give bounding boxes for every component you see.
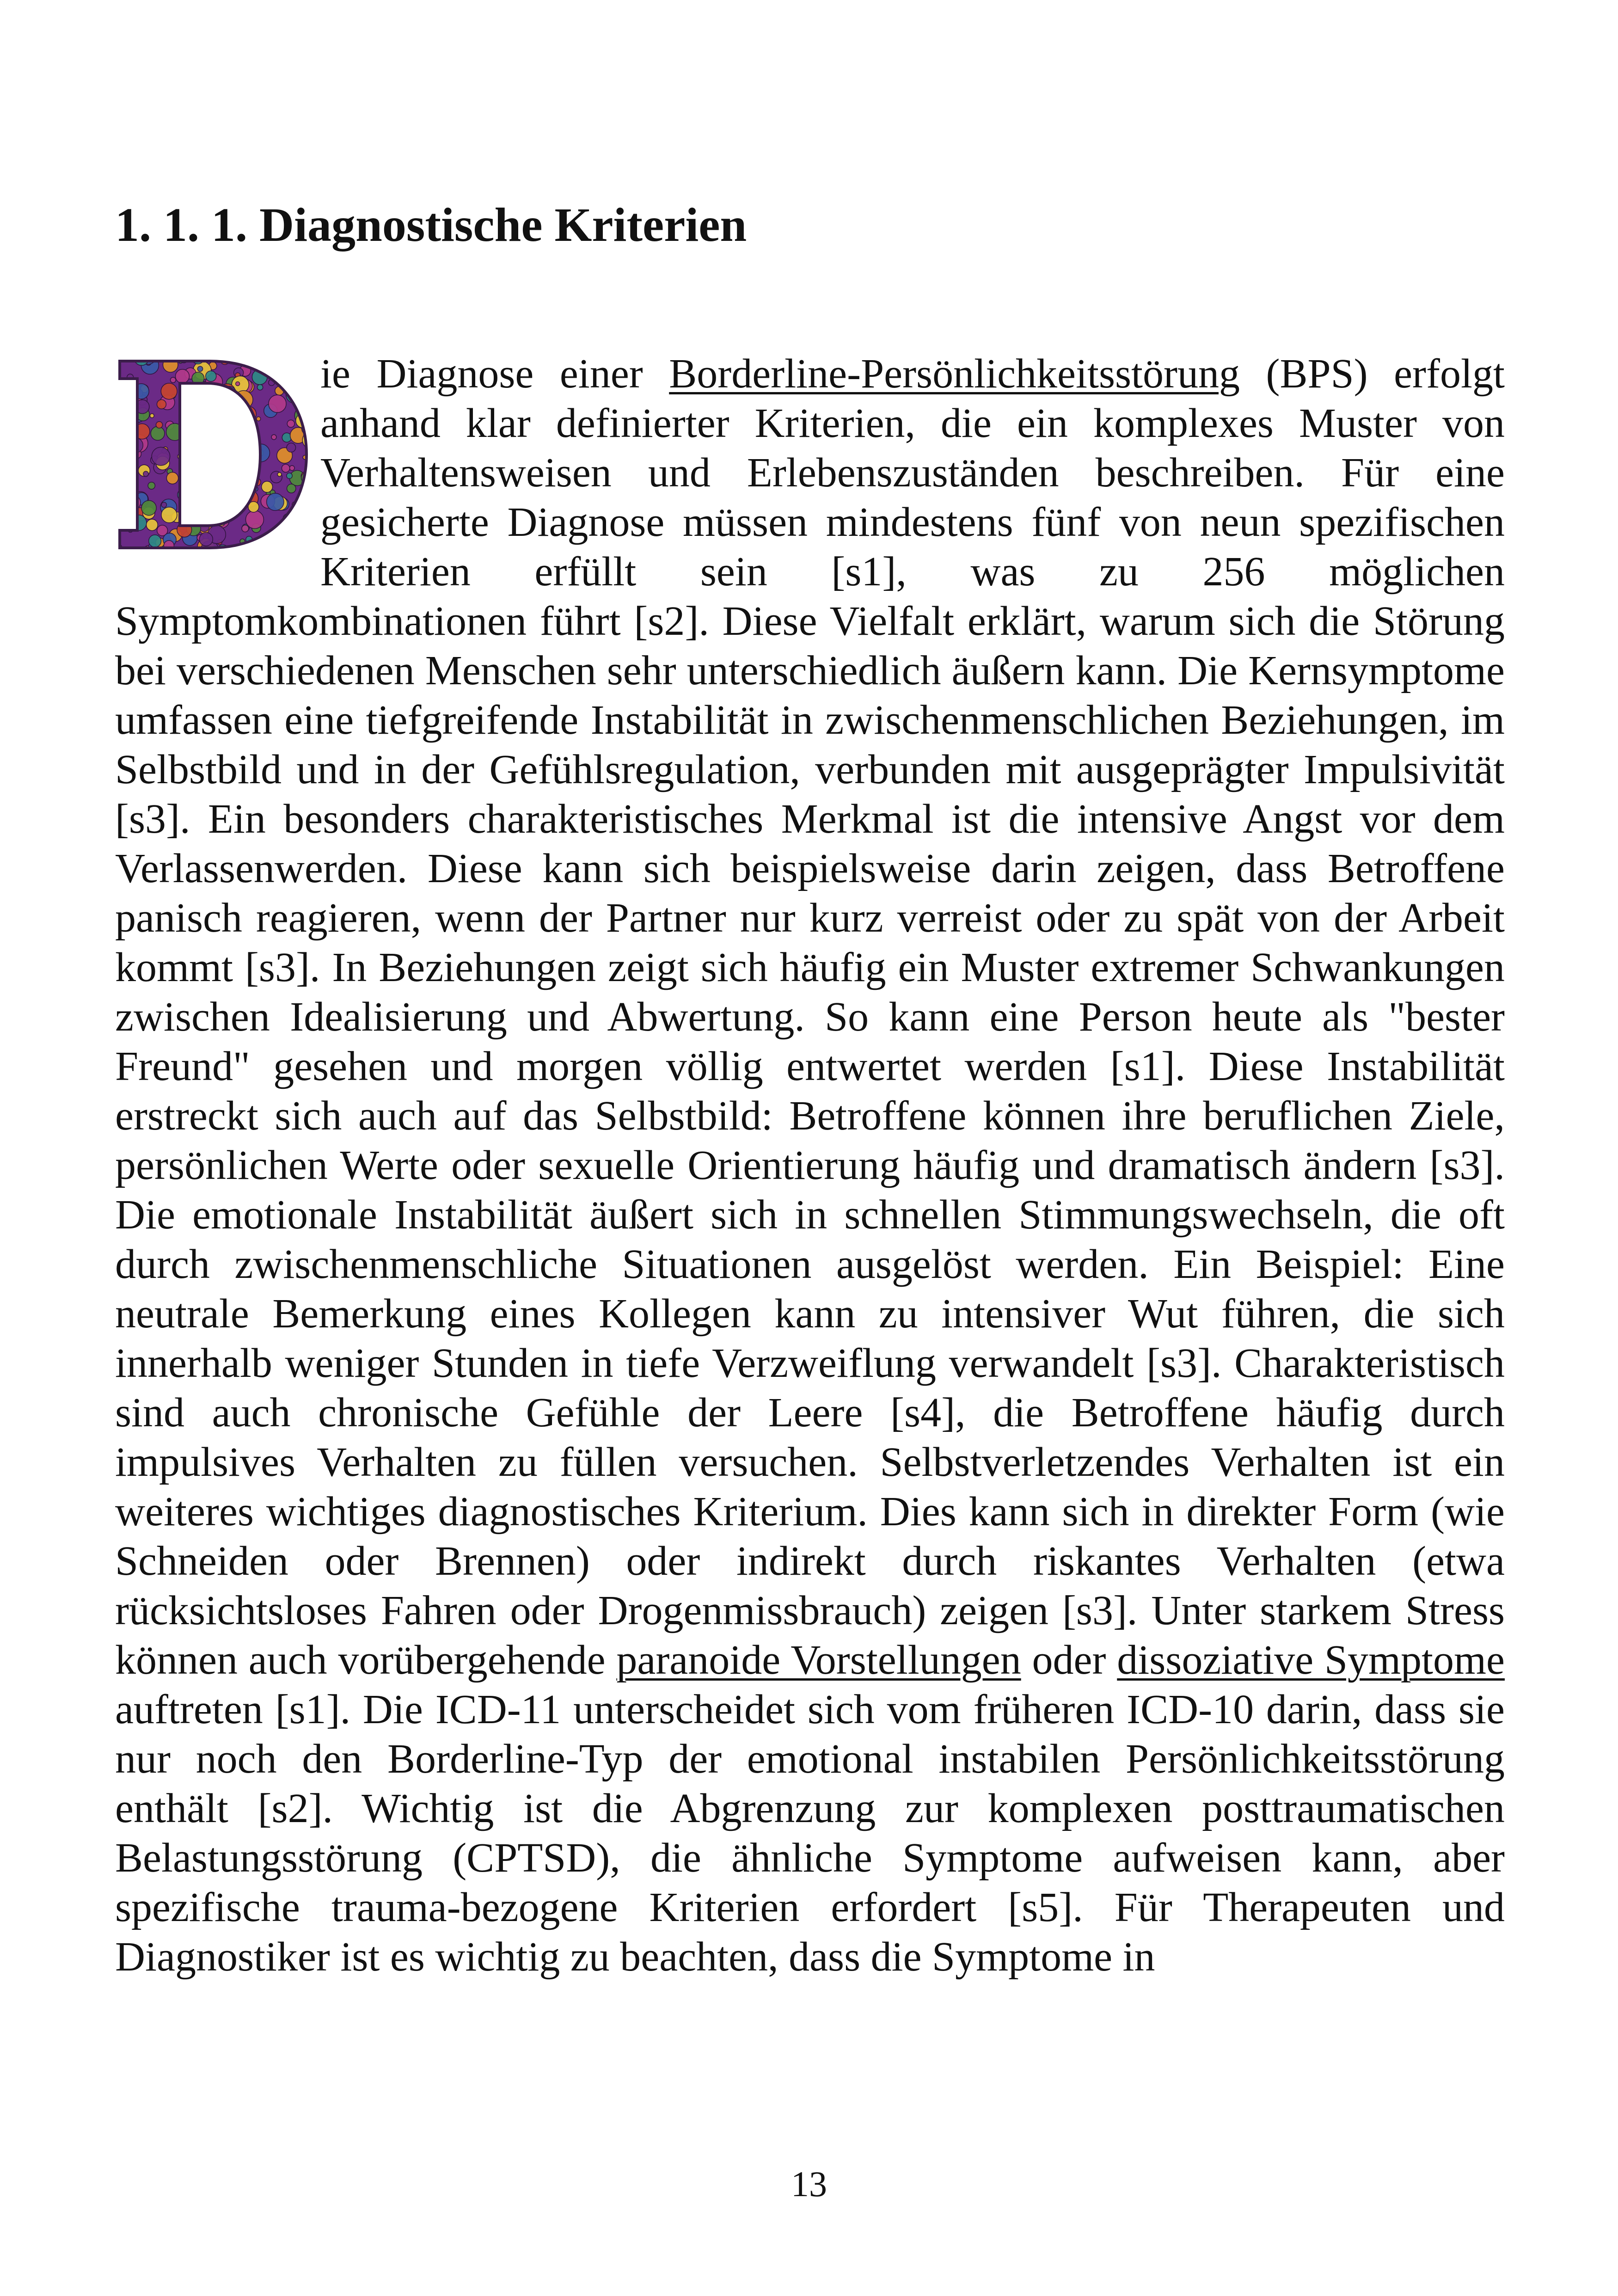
paragraph-text-3: oder xyxy=(1021,1637,1117,1683)
link-borderline[interactable]: Borderline-Persönlichkeitsstörung xyxy=(669,351,1240,397)
section-heading: 1. 1. 1. Diagnostische Kriterien xyxy=(115,198,747,252)
paragraph-text-2: (BPS) erfolgt anhand klar definierter Kriterien, die ein komplexes Muster von Verhaltensweisen und Erlebenszuständen beschreiben. Für eine gesicherte Diagnose müssen mindestens fünf von neun spezifischen Kriterien erfüllt sein [s1], was zu 256 möglichen Symptomkombinationen führt [s2]. Diese Vielfalt erklärt, warum sich die Störung bei verschiedenen Menschen sehr unterschiedlich äußern kann. Die Kernsymptome umfassen eine tiefgreifende Instabilität in zwischenmenschlichen Beziehungen, im Selbstbild und in der Gefühlsregulation, verbunden mit ausgeprägter Impulsivität [s3]. Ein besonders charakteristisches Merkmal ist die intensive Angst vor dem Verlassenwerden. Diese kann sich beispielsweise darin zeigen, dass Betroffene panisch reagieren, wenn der Partner nur kurz verreist oder zu spät von der Arbeit kommt [s3]. In Beziehungen zeigt sich häufig ein Muster extremer Schwankungen zwischen Idealisierung und Abwertung. So kann eine Person heute als "bester Freund" gesehen und morgen völlig entwertet werden [s1]. Diese Instabilität erstreckt sich auch auf das Selbstbild: Betroffene können ihre beruflichen Ziele, persönlichen Werte oder sexuelle Orientierung häufig und dramatisch ändern [s3]. Die emotionale Instabilität äußert sich in schnellen Stimmungswechseln, die oft durch zwischenmenschliche Situationen ausgelöst werden. Ein Beispiel: Eine neutrale Bemerkung eines Kollegen kann zu intensiver Wut führen, die sich innerhalb weniger Stunden in tiefe Verzweiflung verwandelt [s3]. Charakteristisch sind auch chronische Gefühle der Leere [s4], die Betroffene häufig durch impulsives Verhalten zu füllen versuchen. Selbstverletzendes Verhalten ist ein weiteres wichtiges diagnostisches Kriterium. Dies kann sich in direkter Form (wie Schneiden oder Brennen) oder indirekt durch riskantes Verhalten (etwa rücksichtsloses Fahren oder Drogenmissbrauch) zeigen [s3]. Unter starkem Stress können auch vorübergehende xyxy=(115,351,1505,1683)
drop-cap-initial xyxy=(115,356,313,553)
link-dissoziative-symptome[interactable]: dissoziative Symptome xyxy=(1117,1637,1505,1683)
ornamental-d-icon xyxy=(115,356,313,553)
link-paranoide-vorstellungen[interactable]: paranoide Vorstellungen xyxy=(616,1637,1021,1683)
body-paragraph xyxy=(115,349,1505,1982)
page-number: 13 xyxy=(791,2164,827,2204)
paragraph-text-4: auftreten [s1]. Die ICD-11 unterscheidet sich vom früheren ICD-10 darin, dass sie nur noch den Borderline-Typ der emotional instabilen Persönlichkeitsstörung enthält [s2]. Wichtig ist die Abgrenzung zur komplexen posttraumatischen Belastungsstörung (CPTSD), die ähnliche Symptome aufweisen kann, aber spezifische trauma-bezogene Kriterien erfordert [s5]. Für Therapeuten und Diagnostiker ist es wichtig zu beachten, dass die Symptome in xyxy=(115,1687,1505,1980)
paragraph-text-1: ie Diagnose einer xyxy=(320,351,669,397)
